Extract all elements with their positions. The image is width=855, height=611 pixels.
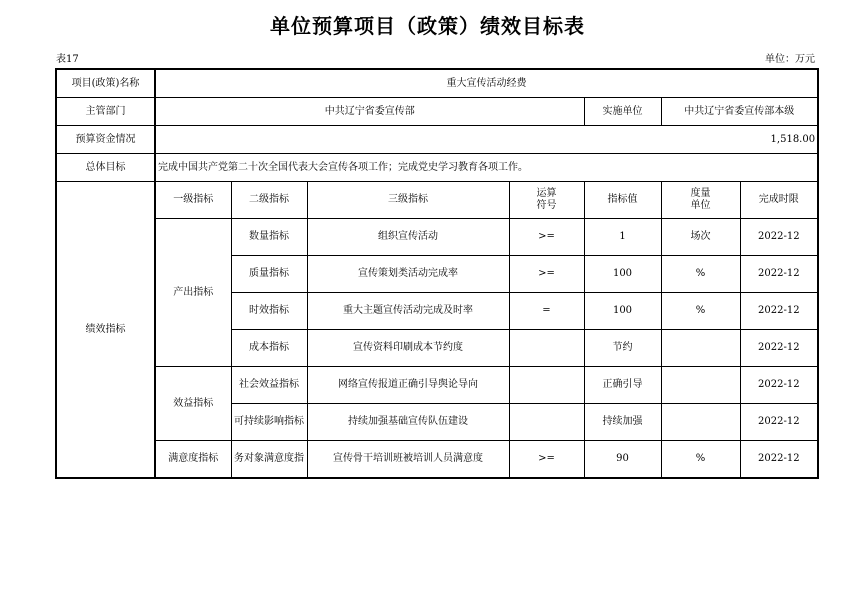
row-level2: 社会效益指标 [231,367,307,404]
header-row [56,182,818,219]
row-deadline: 2022-12 [740,404,818,441]
row-level2: 质量指标 [231,256,307,293]
table-row [56,367,818,404]
row-deadline: 2022-12 [740,441,818,479]
row-unit: % [661,293,740,330]
group-level1: 效益指标 [155,367,231,441]
row-value: 100 [584,293,661,330]
row-value: 90 [584,441,661,479]
budget-row [56,126,818,154]
row-level3: 重大主题宣传活动完成及时率 [307,293,509,330]
table-row [56,441,818,479]
department-row [56,98,818,126]
goal-text: 完成中国共产党第二十次全国代表大会宣传各项工作；完成党史学习教育各项工作。 [155,154,818,182]
row-level3: 网络宣传报道正确引导舆论导向 [307,367,509,404]
row-operator [509,404,584,441]
indicators-label: 绩效指标 [56,182,155,479]
row-unit: 场次 [661,219,740,256]
header-unit: 度量 单位 [661,182,740,219]
department: 中共辽宁省委宣传部 [155,98,584,126]
project-name: 重大宣传活动经费 [155,69,818,98]
row-unit [661,404,740,441]
row-operator [509,330,584,367]
row-level2: 务对象满意度指 [231,441,307,479]
budget-amount: 1,518.00 [155,126,818,154]
row-level3: 组织宣传活动 [307,219,509,256]
implementer-label: 实施单位 [584,98,661,126]
row-deadline: 2022-12 [740,293,818,330]
table-row [56,219,818,256]
project-name-row [56,69,818,98]
row-level3: 持续加强基础宣传队伍建设 [307,404,509,441]
header-level3: 三级指标 [307,182,509,219]
goal-row [56,154,818,182]
row-level2: 数量指标 [231,219,307,256]
row-value: 正确引导 [584,367,661,404]
row-unit [661,330,740,367]
row-value: 节约 [584,330,661,367]
group-level1: 满意度指标 [155,441,231,479]
department-label: 主管部门 [56,98,155,126]
row-value: 1 [584,219,661,256]
header-level2: 二级指标 [231,182,307,219]
row-value: 持续加强 [584,404,661,441]
unit-label: 单位：万元 [765,54,815,65]
table-number: 表17 [56,54,79,65]
row-level2: 可持续影响指标 [231,404,307,441]
header-operator: 运算 符号 [509,182,584,219]
page-title: 单位预算项目（政策）绩效目标表 [270,14,585,38]
header-level1: 一级指标 [155,182,231,219]
row-level3: 宣传策划类活动完成率 [307,256,509,293]
row-deadline: 2022-12 [740,256,818,293]
project-name-label: 项目(政策)名称 [56,69,155,98]
row-unit [661,367,740,404]
row-level2: 时效指标 [231,293,307,330]
row-operator: >= [509,219,584,256]
row-unit: % [661,441,740,479]
header-deadline: 完成时限 [740,182,818,219]
performance-table [55,68,819,479]
row-level3: 宣传骨干培训班被培训人员满意度 [307,441,509,479]
row-value: 100 [584,256,661,293]
header-value: 指标值 [584,182,661,219]
row-level2: 成本指标 [231,330,307,367]
row-unit: % [661,256,740,293]
row-deadline: 2022-12 [740,219,818,256]
group-level1: 产出指标 [155,219,231,367]
row-operator [509,367,584,404]
row-operator: >= [509,256,584,293]
row-level3: 宣传资料印刷成本节约度 [307,330,509,367]
row-operator: >= [509,441,584,479]
implementer: 中共辽宁省委宣传部本级 [661,98,818,126]
row-deadline: 2022-12 [740,367,818,404]
row-operator: = [509,293,584,330]
budget-label: 预算资金情况 [56,126,155,154]
row-deadline: 2022-12 [740,330,818,367]
goal-label: 总体目标 [56,154,155,182]
